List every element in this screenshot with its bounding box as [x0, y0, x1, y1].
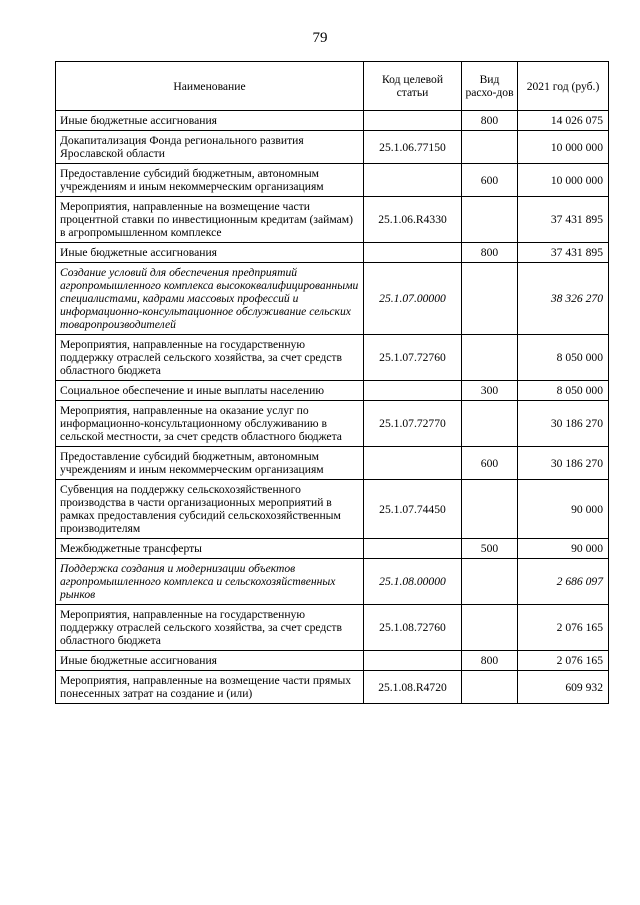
- cell-amount: 609 932: [518, 671, 609, 704]
- cell-code: 25.1.06.77150: [364, 131, 462, 164]
- cell-amount: 37 431 895: [518, 243, 609, 263]
- cell-amount: 10 000 000: [518, 131, 609, 164]
- header-name: Наименование: [56, 62, 364, 111]
- cell-name: Докапитализация Фонда регионального развития Ярославской области: [56, 131, 364, 164]
- cell-name: Иные бюджетные ассигнования: [56, 111, 364, 131]
- cell-type: 500: [462, 539, 518, 559]
- cell-type: 800: [462, 651, 518, 671]
- cell-type: 600: [462, 164, 518, 197]
- table-row: [56, 605, 609, 651]
- header-type: Вид расхо-дов: [462, 62, 518, 111]
- cell-code: [364, 164, 462, 197]
- budget-table: [55, 61, 609, 704]
- cell-name: Мероприятия, направленные на государственную поддержку отраслей сельского хозяйства, за счет средств областного бюджета: [56, 335, 364, 381]
- cell-amount: 2 076 165: [518, 651, 609, 671]
- cell-name: Поддержка создания и модернизации объектов агропромышленного комплекса и сельскохозяйственных рынков: [56, 559, 364, 605]
- cell-name: Субвенция на поддержку сельскохозяйственного производства в части организационных мероприятий в рамках предоставления субсидий сельскохозяйственным производителям: [56, 480, 364, 539]
- cell-amount: 2 686 097: [518, 559, 609, 605]
- cell-type: [462, 401, 518, 447]
- table-row: [56, 164, 609, 197]
- table-row: [56, 559, 609, 605]
- cell-type: [462, 335, 518, 381]
- table-row: [56, 243, 609, 263]
- table-row: [56, 131, 609, 164]
- cell-code: 25.1.07.72770: [364, 401, 462, 447]
- cell-code: [364, 447, 462, 480]
- cell-type: [462, 559, 518, 605]
- header-amount: 2021 год (руб.): [518, 62, 609, 111]
- cell-type: 800: [462, 243, 518, 263]
- cell-code: 25.1.08.R4720: [364, 671, 462, 704]
- table-row: [56, 381, 609, 401]
- cell-name: Межбюджетные трансферты: [56, 539, 364, 559]
- cell-name: Иные бюджетные ассигнования: [56, 651, 364, 671]
- cell-code: 25.1.08.00000: [364, 559, 462, 605]
- cell-amount: 38 326 270: [518, 263, 609, 335]
- table-row: [56, 263, 609, 335]
- cell-amount: 90 000: [518, 539, 609, 559]
- cell-name: Иные бюджетные ассигнования: [56, 243, 364, 263]
- cell-code: [364, 243, 462, 263]
- cell-code: 25.1.07.00000: [364, 263, 462, 335]
- table-header-row: [56, 62, 609, 111]
- cell-amount: 30 186 270: [518, 401, 609, 447]
- cell-type: [462, 605, 518, 651]
- cell-name: Мероприятия, направленные на возмещение части прямых понесенных затрат на создание и (или): [56, 671, 364, 704]
- header-code: Код целевой статьи: [364, 62, 462, 111]
- cell-type: [462, 131, 518, 164]
- cell-type: [462, 480, 518, 539]
- cell-name: Социальное обеспечение и иные выплаты населению: [56, 381, 364, 401]
- table-row: [56, 671, 609, 704]
- cell-amount: 30 186 270: [518, 447, 609, 480]
- table-row: [56, 335, 609, 381]
- cell-name: Мероприятия, направленные на возмещение части процентной ставки по инвестиционным кредитам (займам) в агропромышленном комплексе: [56, 197, 364, 243]
- table-row: [56, 539, 609, 559]
- cell-type: [462, 197, 518, 243]
- cell-name: Предоставление субсидий бюджетным, автономным учреждениям и иным некоммерческим организациям: [56, 447, 364, 480]
- cell-name: Мероприятия, направленные на оказание услуг по информационно-консультационному обслуживанию в сельской местности, за счет средств областного бюджета: [56, 401, 364, 447]
- cell-code: 25.1.07.74450: [364, 480, 462, 539]
- table-row: [56, 480, 609, 539]
- cell-name: Мероприятия, направленные на государственную поддержку отраслей сельского хозяйства, за счет средств областного бюджета: [56, 605, 364, 651]
- table-row: [56, 447, 609, 480]
- cell-type: 800: [462, 111, 518, 131]
- cell-amount: 8 050 000: [518, 335, 609, 381]
- cell-code: 25.1.06.R4330: [364, 197, 462, 243]
- cell-amount: 8 050 000: [518, 381, 609, 401]
- table-row: [56, 197, 609, 243]
- table-row: [56, 401, 609, 447]
- table-row: [56, 651, 609, 671]
- cell-name: Предоставление субсидий бюджетным, автономным учреждениям и иным некоммерческим организациям: [56, 164, 364, 197]
- cell-code: 25.1.08.72760: [364, 605, 462, 651]
- cell-name: Создание условий для обеспечения предприятий агропромышленного комплекса высококвалифицированными специалистами, кадрами массовых профессий и информационно-консультационное обслуживание сельских товаропроизводителей: [56, 263, 364, 335]
- table-row: [56, 111, 609, 131]
- cell-code: [364, 539, 462, 559]
- cell-amount: 10 000 000: [518, 164, 609, 197]
- page-number: 79: [312, 30, 328, 46]
- cell-type: 300: [462, 381, 518, 401]
- cell-amount: 90 000: [518, 480, 609, 539]
- cell-type: [462, 671, 518, 704]
- cell-code: [364, 111, 462, 131]
- cell-amount: 37 431 895: [518, 197, 609, 243]
- cell-code: [364, 381, 462, 401]
- cell-code: [364, 651, 462, 671]
- cell-type: 600: [462, 447, 518, 480]
- cell-amount: 2 076 165: [518, 605, 609, 651]
- cell-code: 25.1.07.72760: [364, 335, 462, 381]
- cell-amount: 14 026 075: [518, 111, 609, 131]
- cell-type: [462, 263, 518, 335]
